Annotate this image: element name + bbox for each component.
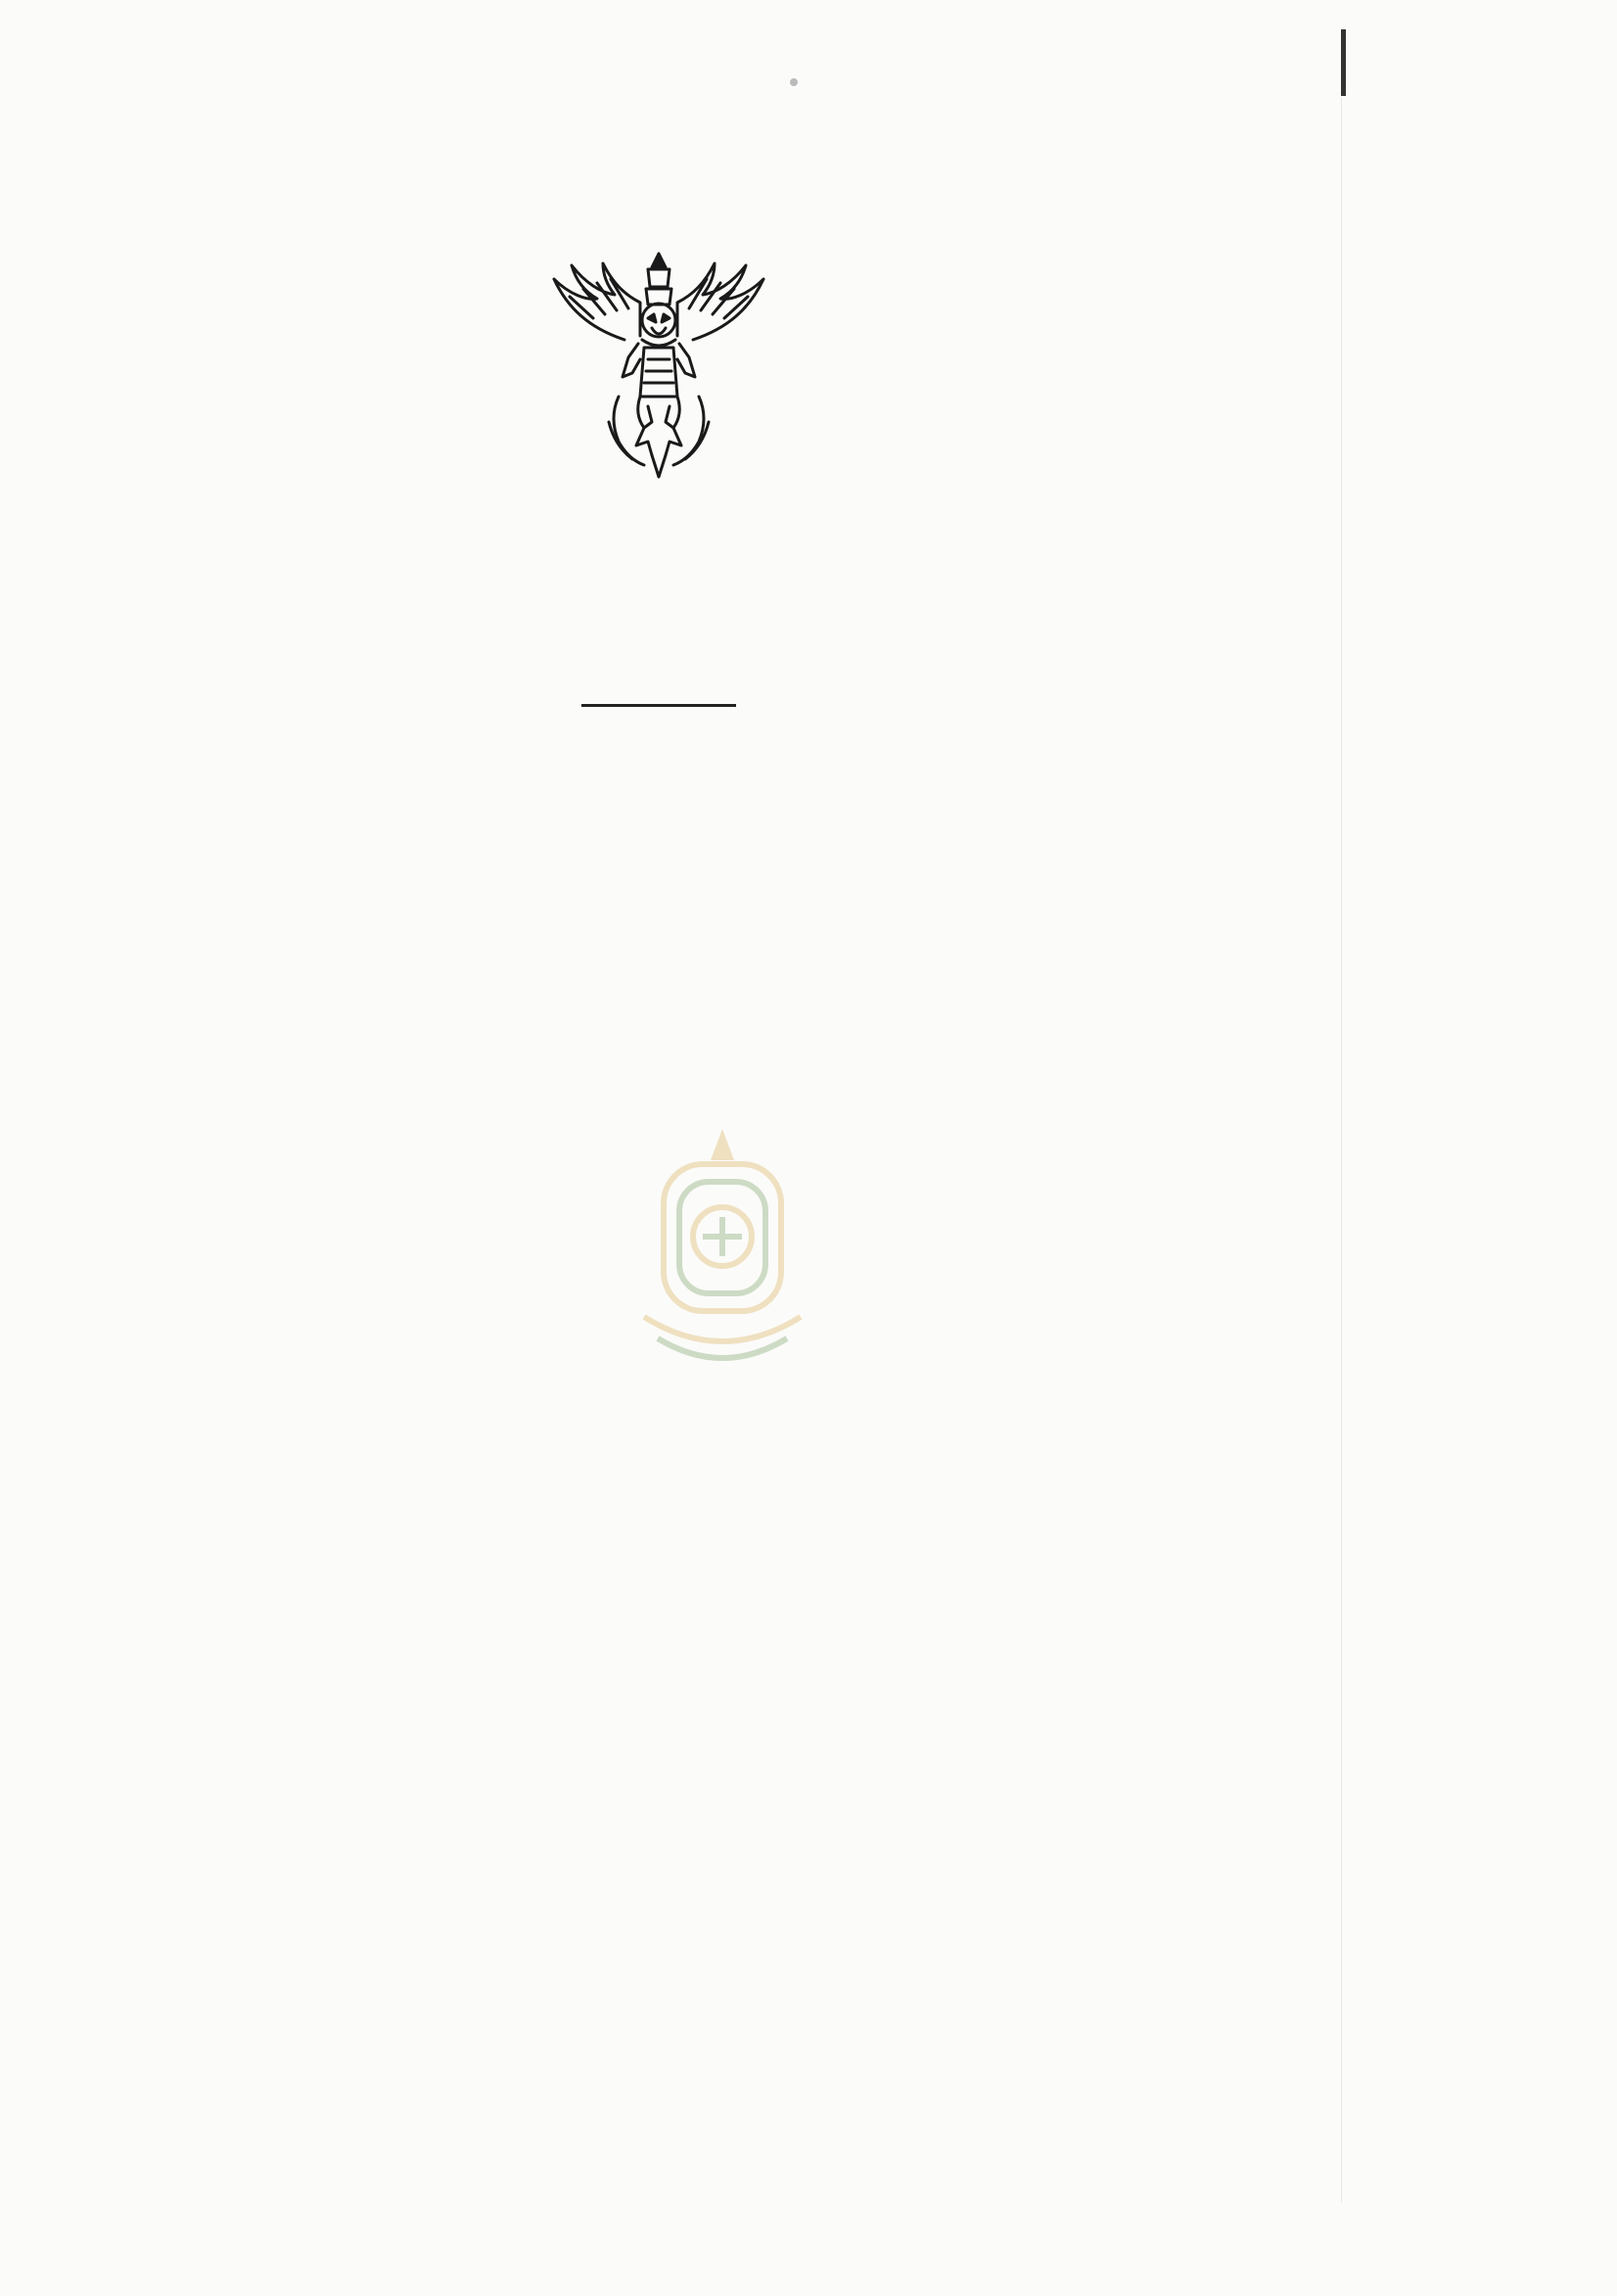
body-line [191,1476,1224,1516]
margin-line [1437,1594,1617,1633]
margin-line [1437,1414,1617,1453]
garuda-emblem-icon [550,250,767,480]
body-line [191,920,1224,960]
margin-line [1437,1168,1617,1207]
margin-line [1437,1770,1617,1809]
body-line [191,979,1224,1018]
ministry-seal-icon [624,1121,820,1376]
margin-line [1437,1111,1617,1150]
body-line [191,1811,1224,1851]
margin-line [1437,519,1617,558]
margin-line [1437,1292,1617,1332]
margin-line [1437,815,1617,854]
margin-line [1437,1537,1617,1576]
margin-line [1437,1361,1617,1400]
margin-line [1437,1054,1617,1094]
scan-artifact [790,78,798,86]
body-line [191,809,1224,848]
body-line [279,750,1224,789]
margin-line [1437,692,1617,731]
body-line [191,1646,1224,1685]
body-line [279,1696,1224,1735]
body-line [191,865,1224,904]
body-line [279,1528,1224,1568]
page-fold-line [1341,98,1342,2203]
margin-line [1437,393,1617,432]
body-line [191,1755,1224,1794]
page-edge-mark [1341,29,1346,96]
body-line [191,1589,1224,1628]
margin-line [1437,760,1617,799]
body-line [191,1035,1224,1074]
body-line [191,1424,1224,1463]
margin-line [1437,335,1617,374]
margin-line [1437,997,1617,1036]
margin-line [1437,578,1617,617]
margin-line [1437,1651,1617,1690]
title-divider [581,704,736,707]
